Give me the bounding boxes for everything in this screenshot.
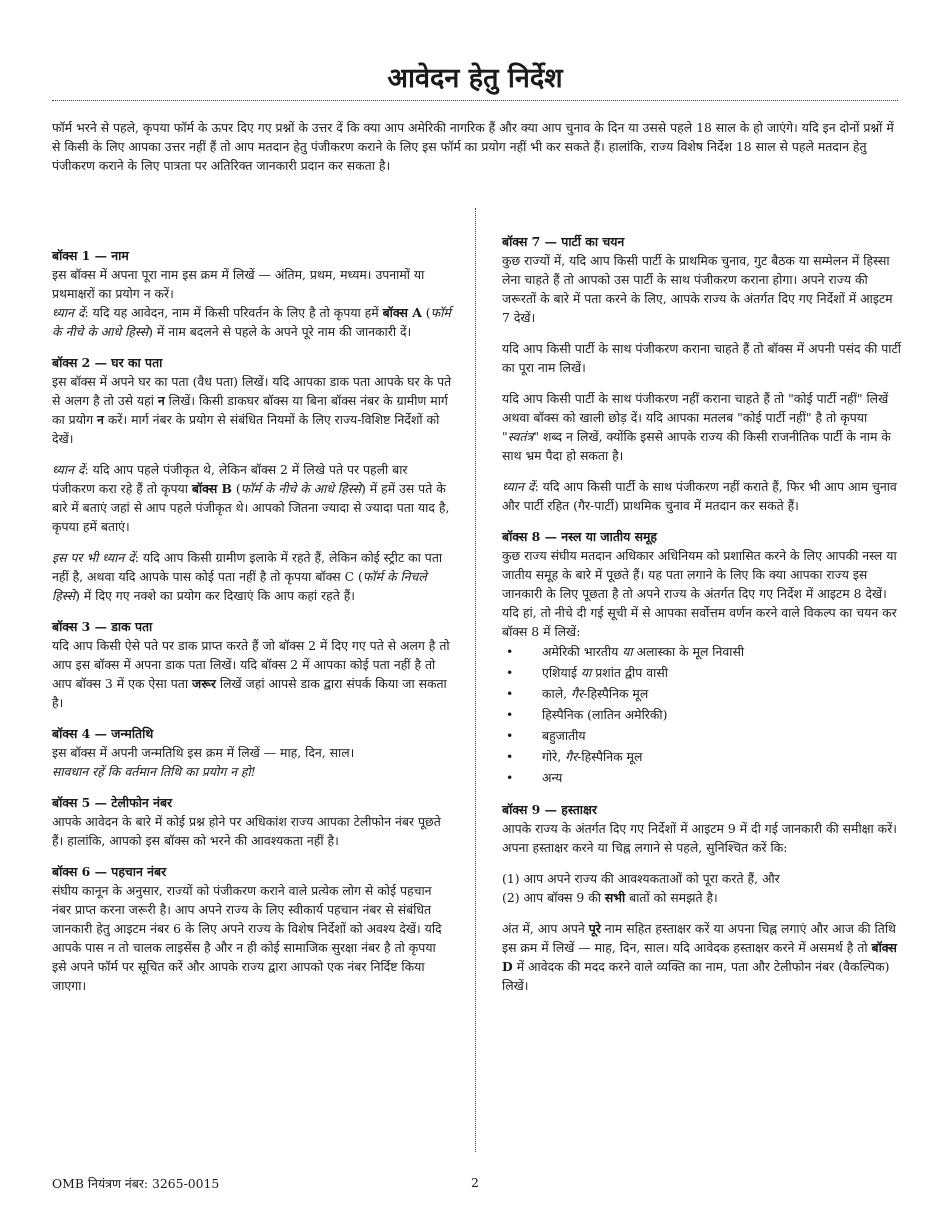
note-label: ध्यान दें [52, 305, 85, 320]
box1-section [52, 246, 452, 341]
box6-heading: बॉक्स 6 — पहचान नंबर [52, 864, 167, 879]
box5-heading: बॉक्स 5 — टेलीफोन नंबर [52, 795, 173, 810]
box8-text: कुछ राज्य संघीय मतदान अधिकार अधिनियम को प्रशासित करने के लिए आपकी नस्ल या जातीय समूह के बारे में पूछते हैं। यह पता लगाने के लिए कि क्या आपका राज्य इस जानकारी के लिए पूछता है तो अपने राज्य के अंतर्गत दिए गए निर्देश में आइटम 8 देखें। यदि हां, तो नीचे दी गई सूची में से आपका सर्वोत्तम वर्णन करने वाले विकल्प का चयन कर बॉक्स 8 में लिखें: [502, 548, 897, 639]
box4-text: इस बॉक्स में अपनी जन्मतिथि इस क्रम में लिखें — माह, दिन, साल। [52, 745, 355, 760]
box1-text: इस बॉक्स में अपना पूरा नाम इस क्रम में लिखें — अंतिम, प्रथम, मध्यम। उपनामों या प्रथमाक्षरों का प्रयोग न करें। [52, 267, 425, 301]
column-divider [475, 208, 476, 1152]
box5-section [52, 793, 452, 850]
box4-section [52, 724, 452, 781]
list-item: • गोरे, गैर-हिस्पैनिक मूल [502, 746, 902, 767]
title-divider [52, 100, 898, 101]
omb-control-number: OMB नियंत्रण नंबर: 3265-0015 [52, 1176, 220, 1191]
list-item: • हिस्पैनिक (लातिन अमेरिकी) [502, 704, 902, 725]
also-note-label: इस पर भी ध्यान दें [52, 550, 135, 565]
box1-heading: बॉक्स 1 — नाम [52, 248, 129, 263]
box4-heading: बॉक्स 4 — जन्मतिथि [52, 726, 154, 741]
box9-item-2: (2) आप बॉक्स 9 की सभी बातों को समझते है। [502, 890, 718, 905]
box4-warning: सावधान रहें कि वर्तमान तिथि का प्रयोग न हो! [52, 764, 256, 779]
box9-item-1: (1) आप अपने राज्य की आवश्यकताओं को पूरा करते हैं, और [502, 871, 780, 886]
box2-heading: बॉक्स 2 — घर का पता [52, 355, 163, 370]
left-column [52, 246, 452, 1007]
box2-text: इस बॉक्स में अपने घर का पता (वैध पता) लिखें। यदि आपका डाक पता आपके घर के पते से अलग है तो उसे यहां न लिखें। किसी डाकघर बॉक्स या बिना बॉक्स नंबर के ग्रामीण मार्ग का प्रयोग न करें। मार्ग नंबर के प्रयोग से संबंधित नियमों के लिए राज्य-विशिष्ट निर्देशों को देखें। [52, 374, 452, 446]
box7-section [502, 232, 902, 515]
list-item: • काले, गैर-हिस्पैनिक मूल [502, 683, 902, 704]
page-number: 2 [471, 1175, 479, 1190]
list-item: • अमेरिकी भारतीय या अलास्का के मूल निवासी [502, 641, 902, 662]
box3-heading: बॉक्स 3 — डाक पता [52, 619, 153, 634]
box9-section [502, 800, 902, 995]
box7-text-2: यदि आप किसी पार्टी के साथ पंजीकरण कराना चाहते हैं तो बॉक्स में अपनी पसंद की पार्टी का पूरा नाम लिखें। [502, 341, 901, 375]
box7-text: कुछ राज्यों में, यदि आप किसी पार्टी के प्राथमिक चुनाव, गुट बैठक या सम्मेलन में हिस्सा लेना चाहते हैं तो आपको उस पार्टी के साथ पंजीकरण कराना होगा। अपने राज्य की जरूरतों के बारे में पता करने के लिए, आपके राज्य के अंतर्गत दिए गए निर्देशों में आइटम 7 देखें। [502, 253, 893, 325]
box8-section [502, 527, 902, 788]
box9-text-2: अंत में, आप अपने पूरे नाम सहित हस्ताक्षर करें या अपना चिह्न लगाएं और आज की तिथि इस क्रम में लिखें — माह, दिन, साल। यदि आवेदक हस्ताक्षर करने में असमर्थ है तो बॉक्स D में आवेदक की मदद करने वाले व्यक्ति का नाम, पता और टेलीफोन नंबर (वैकल्पिक) लिखें। [502, 921, 897, 993]
box9-text: आपके राज्य के अंतर्गत दिए गए निर्देशों में आइटम 9 में दी गई जानकारी की समीक्षा करें। अपना हस्ताक्षर करने या चिह्न लगाने से पहले, सुनिश्चित करें कि: [502, 821, 897, 855]
note-label: ध्यान दें [502, 479, 535, 494]
list-item: • अन्य [502, 767, 902, 788]
list-item: • एशियाई या प्रशांत द्वीप वासी [502, 662, 902, 683]
box1-note: ध्यान दें: यदि यह आवेदन, नाम में किसी परिवर्तन के लिए है तो कृपया हमें बॉक्स A (फॉर्म के नीचे के आधे हिस्से) में नाम बदलने से पहले के अपने पूरे नाम की जानकारी दें। [52, 305, 451, 339]
box2-note: ध्यान दें: यदि आप पहले पंजीकृत थे, लेकिन बॉक्स 2 में लिखे पते पर पहली बार पंजीकरण करा रहे हैं तो कृपया बॉक्स B (फॉर्म के नीचे के आधे हिस्से) में हमें उस पते के बारे में बताएं जहां से आप पहले पंजीकृत थे। आपको जितना ज्यादा से ज्यादा पता याद है, कृपया हमें बताएं। [52, 462, 450, 534]
right-column [502, 232, 902, 1007]
box6-text: संघीय कानून के अनुसार, राज्यों को पंजीकरण कराने वाले प्रत्येक लोग से कोई पहचान नंबर प्राप्त करना जरूरी है। आप अपने राज्य के लिए स्वीकार्य पहचान नंबर से संबंधित जानकारी हेतु आइटम नंबर 6 के लिए अपने राज्य के विशेष निर्देशों को अवश्य देखें। यदि आपके पास न तो चालक लाइसेंस है और न ही कोई सामाजिक सुरक्षा नंबर है तो कृपया इसे अपने फॉर्म पर सूचित करें और आपके राज्य द्वारा आपको एक नंबर निर्दिष्ट किया जाएगा। [52, 883, 442, 993]
box2-section [52, 353, 452, 605]
box3-section [52, 617, 452, 712]
intro-paragraph: फॉर्म भरने से पहले, कृपया फॉर्म के ऊपर दिए गए प्रश्नों के उत्तर दें कि क्या आप अमेरिकी नागरिक हैं और क्या आप चुनाव के दिन या उससे पहले 18 साल के हो जाएंगे। यदि इन दोनों प्रश्नों में से किसी के लिए आपका उत्तर नहीं हैं तो आप मतदान हेतु पंजीकरण कराने के लिए इस फॉर्म का प्रयोग नहीं भी कर सकते हैं। हालांकि, राज्य विशेष निर्देश 18 साल से पहले मतदान हेतु पंजीकरण कराने के लिए पात्रता पर अतिरिक्त जानकारी प्रदान कर सकता है। [52, 120, 894, 173]
box5-text: आपके आवेदन के बारे में कोई प्रश्न होने पर अधिकांश राज्य आपका टेलीफोन नंबर पूछते हैं। हालांकि, आपको इस बॉक्स को भरने की आवश्यकता नहीं है। [52, 814, 441, 848]
box7-note: ध्यान दें: यदि आप किसी पार्टी के साथ पंजीकरण नहीं कराते हैं, फिर भी आप आम चुनाव और पार्टी रहित (गैर-पार्टी) प्राथमिक चुनाव में मतदान कर सकते हैं। [502, 479, 897, 513]
box7-heading: बॉक्स 7 — पार्टी का चयन [502, 234, 625, 249]
box7-text-3: यदि आप किसी पार्टी के साथ पंजीकरण नहीं कराना चाहते हैं तो "कोई पार्टी नहीं" लिखें अथवा बॉक्स को खाली छोड़ दें। यदि आपका मतलब "कोई पार्टी नहीं" है तो कृपया "स्वतंत्र" शब्द न लिखें, क्योंकि इससे आपके राज्य की किसी राजनीतिक पार्टी के नाम के साथ भ्रम पैदा हो सकता है। [502, 391, 891, 463]
page-title: आवेदन हेतु निर्देश [387, 63, 563, 94]
box8-options-list [502, 641, 902, 788]
box6-section [52, 862, 452, 995]
box2-also-note: इस पर भी ध्यान दें: यदि आप किसी ग्रामीण इलाके में रहते हैं, लेकिन कोई स्ट्रीट का पता नहीं है, अथवा यदि आपके पास कोई पता नहीं है तो कृपया बॉक्स C (फॉर्म के निचले हिस्से) में दिए गए नक्शे का प्रयोग कर दिखाएं कि आप कहां रहते हैं। [52, 550, 443, 603]
note-label: ध्यान दें [52, 462, 85, 477]
box9-heading: बॉक्स 9 — हस्ताक्षर [502, 802, 597, 817]
box3-text: यदि आप किसी ऐसे पते पर डाक प्राप्त करते हैं जो बॉक्स 2 में दिए गए पते से अलग है तो आप इस बॉक्स में अपना डाक पता लिखें। यदि बॉक्स 2 में आपका कोई पता नहीं है तो आप बॉक्स 3 में एक ऐसा पता जरूर लिखें जहां आपसे डाक द्वारा संपर्क किया जा सकता है। [52, 638, 450, 710]
list-item: • बहुजातीय [502, 725, 902, 746]
box8-heading: बॉक्स 8 — नस्ल या जातीय समूह [502, 529, 657, 544]
